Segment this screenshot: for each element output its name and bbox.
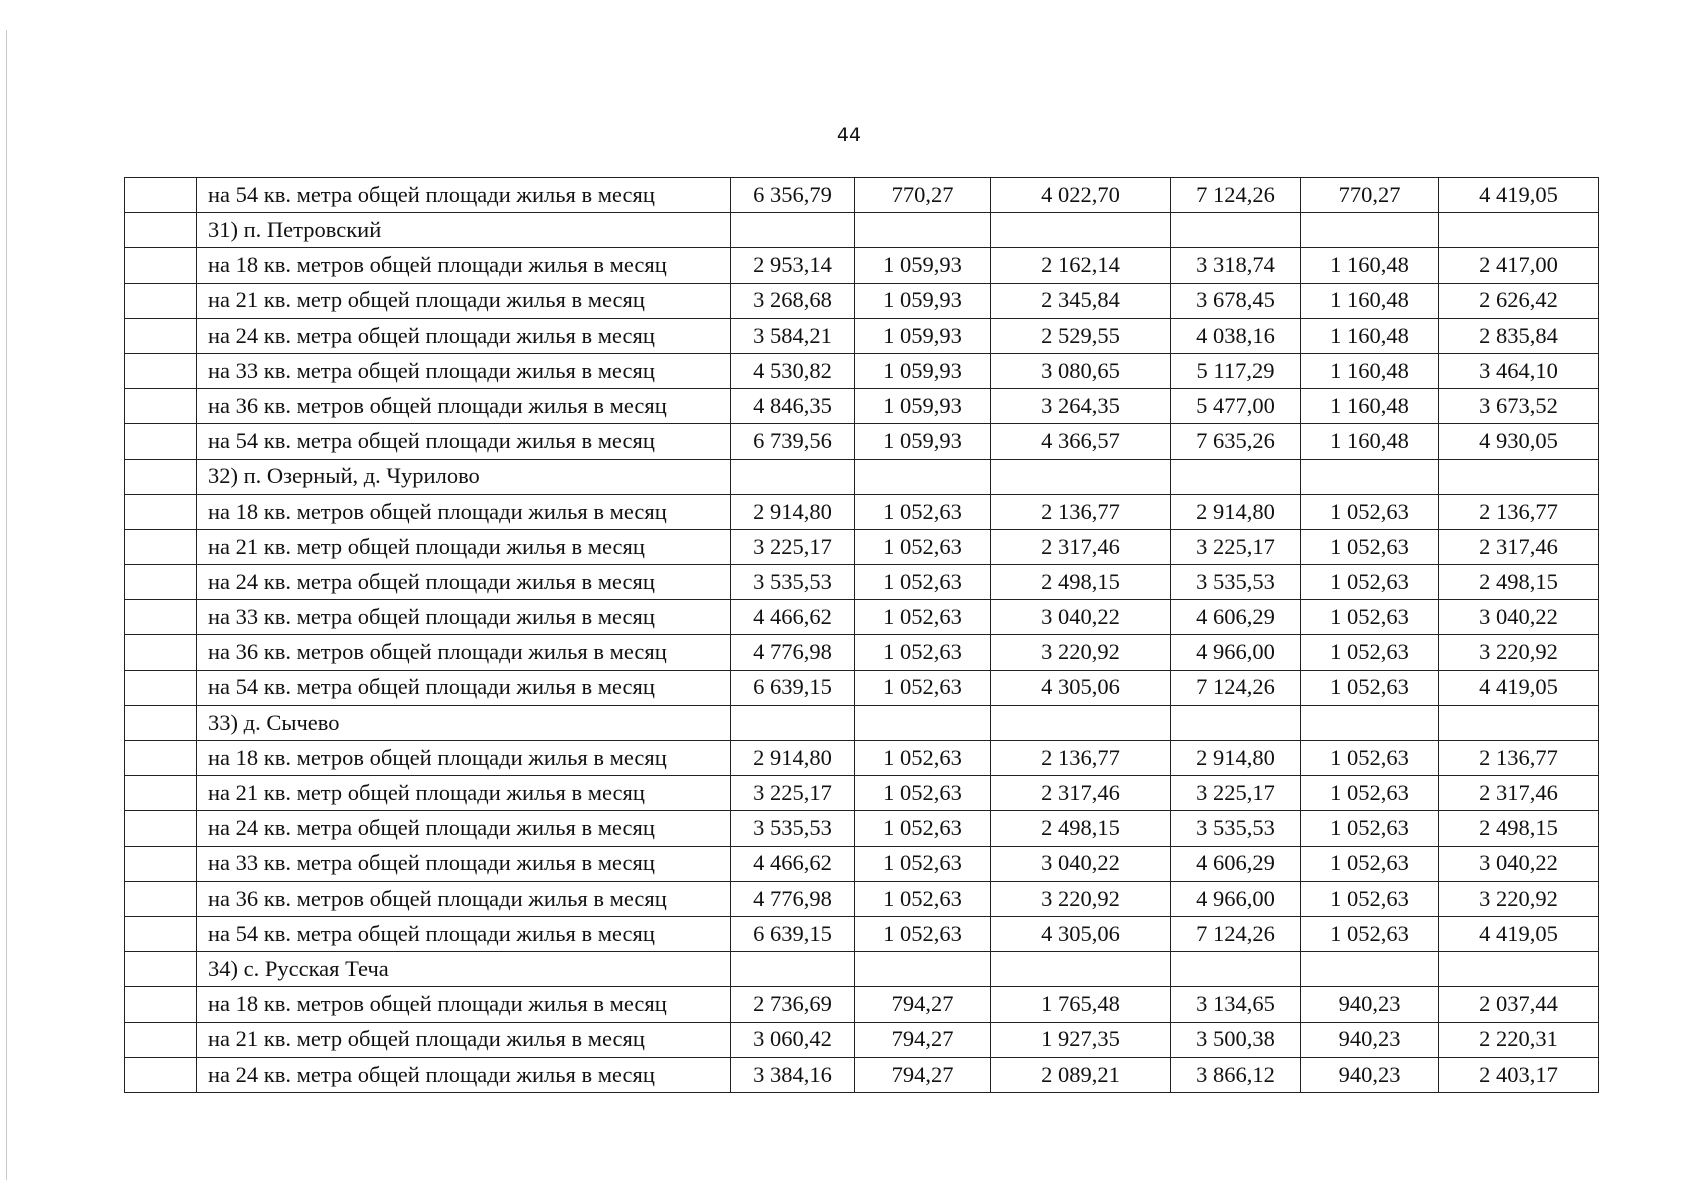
value-cell-col6: 3 040,22 bbox=[1439, 846, 1599, 881]
value-cell-col6 bbox=[1439, 952, 1599, 987]
value-cell-col1: 2 914,80 bbox=[731, 741, 855, 776]
row-label: на 36 кв. метров общей площади жилья в месяц bbox=[197, 635, 731, 670]
value-cell-col4: 3 225,17 bbox=[1171, 776, 1301, 811]
value-cell-col6: 3 220,92 bbox=[1439, 635, 1599, 670]
index-cell bbox=[125, 424, 197, 459]
row-label: на 21 кв. метр общей площади жилья в месяц bbox=[197, 1022, 731, 1057]
value-cell-col2: 1 059,93 bbox=[855, 318, 991, 353]
value-cell-col6 bbox=[1439, 705, 1599, 740]
value-cell-col4: 2 914,80 bbox=[1171, 494, 1301, 529]
value-cell-col4: 4 966,00 bbox=[1171, 635, 1301, 670]
value-cell-col2: 1 059,93 bbox=[855, 248, 991, 283]
value-cell-col5: 1 052,63 bbox=[1301, 529, 1439, 564]
value-cell-col1: 2 914,80 bbox=[731, 494, 855, 529]
value-cell-col5: 940,23 bbox=[1301, 1057, 1439, 1092]
value-cell-col6: 2 037,44 bbox=[1439, 987, 1599, 1022]
row-label: на 18 кв. метров общей площади жилья в месяц bbox=[197, 987, 731, 1022]
row-label: на 36 кв. метров общей площади жилья в месяц bbox=[197, 389, 731, 424]
value-cell-col3: 3 220,92 bbox=[991, 881, 1171, 916]
index-cell bbox=[125, 565, 197, 600]
row-label: на 24 кв. метра общей площади жилья в месяц bbox=[197, 318, 731, 353]
value-cell-col3 bbox=[991, 459, 1171, 494]
value-cell-col5 bbox=[1301, 459, 1439, 494]
value-cell-col4: 3 535,53 bbox=[1171, 565, 1301, 600]
value-cell-col3: 2 529,55 bbox=[991, 318, 1171, 353]
row-label: на 33 кв. метра общей площади жилья в месяц bbox=[197, 600, 731, 635]
value-cell-col3 bbox=[991, 705, 1171, 740]
scan-edge-line bbox=[6, 30, 7, 1180]
value-cell-col2: 1 052,63 bbox=[855, 494, 991, 529]
value-cell-col1: 3 225,17 bbox=[731, 529, 855, 564]
index-cell bbox=[125, 283, 197, 318]
table-row bbox=[125, 987, 1599, 1022]
value-cell-col2 bbox=[855, 459, 991, 494]
table-row bbox=[125, 318, 1599, 353]
value-cell-col3: 1 765,48 bbox=[991, 987, 1171, 1022]
value-cell-col3: 2 317,46 bbox=[991, 529, 1171, 564]
value-cell-col6: 2 626,42 bbox=[1439, 283, 1599, 318]
index-cell bbox=[125, 600, 197, 635]
value-cell-col3: 2 162,14 bbox=[991, 248, 1171, 283]
section-header-row bbox=[125, 705, 1599, 740]
index-cell bbox=[125, 952, 197, 987]
table-body bbox=[125, 178, 1599, 1093]
value-cell-col2: 1 052,63 bbox=[855, 776, 991, 811]
value-cell-col3: 4 305,06 bbox=[991, 916, 1171, 951]
value-cell-col1: 3 535,53 bbox=[731, 565, 855, 600]
value-cell-col4: 7 124,26 bbox=[1171, 916, 1301, 951]
value-cell-col1: 4 466,62 bbox=[731, 846, 855, 881]
index-cell bbox=[125, 353, 197, 388]
value-cell-col5: 1 160,48 bbox=[1301, 353, 1439, 388]
value-cell-col5: 1 160,48 bbox=[1301, 248, 1439, 283]
value-cell-col2: 1 059,93 bbox=[855, 283, 991, 318]
index-cell bbox=[125, 741, 197, 776]
index-cell bbox=[125, 248, 197, 283]
value-cell-col6: 2 835,84 bbox=[1439, 318, 1599, 353]
value-cell-col4: 7 124,26 bbox=[1171, 670, 1301, 705]
value-cell-col1: 2 953,14 bbox=[731, 248, 855, 283]
value-cell-col3: 1 927,35 bbox=[991, 1022, 1171, 1057]
index-cell bbox=[125, 459, 197, 494]
row-label: на 21 кв. метр общей площади жилья в месяц bbox=[197, 776, 731, 811]
value-cell-col3: 2 136,77 bbox=[991, 494, 1171, 529]
index-cell bbox=[125, 389, 197, 424]
value-cell-col6: 3 040,22 bbox=[1439, 600, 1599, 635]
value-cell-col6: 3 464,10 bbox=[1439, 353, 1599, 388]
value-cell-col3: 3 264,35 bbox=[991, 389, 1171, 424]
value-cell-col4: 4 606,29 bbox=[1171, 600, 1301, 635]
value-cell-col2: 1 052,63 bbox=[855, 670, 991, 705]
value-cell-col4: 2 914,80 bbox=[1171, 741, 1301, 776]
value-cell-col2: 1 052,63 bbox=[855, 565, 991, 600]
value-cell-col6: 2 136,77 bbox=[1439, 741, 1599, 776]
row-label: на 18 кв. метров общей площади жилья в месяц bbox=[197, 248, 731, 283]
value-cell-col4: 3 678,45 bbox=[1171, 283, 1301, 318]
index-cell bbox=[125, 705, 197, 740]
value-cell-col1 bbox=[731, 952, 855, 987]
value-cell-col3: 2 317,46 bbox=[991, 776, 1171, 811]
index-cell bbox=[125, 213, 197, 248]
row-label: на 33 кв. метра общей площади жилья в месяц bbox=[197, 353, 731, 388]
row-label: на 18 кв. метров общей площади жилья в месяц bbox=[197, 741, 731, 776]
value-cell-col3 bbox=[991, 952, 1171, 987]
index-cell bbox=[125, 846, 197, 881]
value-cell-col1: 3 060,42 bbox=[731, 1022, 855, 1057]
value-cell-col3: 4 022,70 bbox=[991, 178, 1171, 213]
value-cell-col2 bbox=[855, 213, 991, 248]
value-cell-col2: 1 052,63 bbox=[855, 600, 991, 635]
value-cell-col4 bbox=[1171, 705, 1301, 740]
value-cell-col5: 940,23 bbox=[1301, 987, 1439, 1022]
value-cell-col1 bbox=[731, 705, 855, 740]
value-cell-col1 bbox=[731, 213, 855, 248]
table-row bbox=[125, 670, 1599, 705]
table-row bbox=[125, 389, 1599, 424]
value-cell-col4: 4 606,29 bbox=[1171, 846, 1301, 881]
row-label: на 21 кв. метр общей площади жилья в месяц bbox=[197, 283, 731, 318]
index-cell bbox=[125, 881, 197, 916]
value-cell-col4: 7 635,26 bbox=[1171, 424, 1301, 459]
value-cell-col2: 794,27 bbox=[855, 1057, 991, 1092]
value-cell-col4: 3 318,74 bbox=[1171, 248, 1301, 283]
value-cell-col4: 4 966,00 bbox=[1171, 881, 1301, 916]
section-header-row bbox=[125, 459, 1599, 494]
value-cell-col6: 3 220,92 bbox=[1439, 881, 1599, 916]
value-cell-col4 bbox=[1171, 213, 1301, 248]
value-cell-col3: 2 498,15 bbox=[991, 565, 1171, 600]
value-cell-col5: 1 052,63 bbox=[1301, 916, 1439, 951]
value-cell-col5: 1 160,48 bbox=[1301, 318, 1439, 353]
value-cell-col5: 940,23 bbox=[1301, 1022, 1439, 1057]
table-row bbox=[125, 846, 1599, 881]
value-cell-col4 bbox=[1171, 952, 1301, 987]
value-cell-col1: 3 584,21 bbox=[731, 318, 855, 353]
value-cell-col2: 794,27 bbox=[855, 987, 991, 1022]
value-cell-col1: 2 736,69 bbox=[731, 987, 855, 1022]
value-cell-col2: 1 052,63 bbox=[855, 811, 991, 846]
table-row bbox=[125, 283, 1599, 318]
value-cell-col3: 4 366,57 bbox=[991, 424, 1171, 459]
index-cell bbox=[125, 494, 197, 529]
table-row bbox=[125, 776, 1599, 811]
value-cell-col6: 4 930,05 bbox=[1439, 424, 1599, 459]
section-title: 34) с. Русская Теча bbox=[197, 952, 731, 987]
row-label: на 54 кв. метра общей площади жилья в месяц bbox=[197, 916, 731, 951]
value-cell-col2: 770,27 bbox=[855, 178, 991, 213]
value-cell-col5: 1 052,63 bbox=[1301, 494, 1439, 529]
value-cell-col2 bbox=[855, 705, 991, 740]
value-cell-col1: 4 846,35 bbox=[731, 389, 855, 424]
value-cell-col4: 3 134,65 bbox=[1171, 987, 1301, 1022]
value-cell-col5: 1 160,48 bbox=[1301, 424, 1439, 459]
section-title: 33) д. Сычево bbox=[197, 705, 731, 740]
tariff-table bbox=[124, 177, 1599, 1093]
index-cell bbox=[125, 916, 197, 951]
value-cell-col4: 4 038,16 bbox=[1171, 318, 1301, 353]
value-cell-col2: 1 059,93 bbox=[855, 424, 991, 459]
value-cell-col4: 5 117,29 bbox=[1171, 353, 1301, 388]
value-cell-col6: 2 498,15 bbox=[1439, 811, 1599, 846]
value-cell-col4: 3 225,17 bbox=[1171, 529, 1301, 564]
row-label: на 24 кв. метра общей площади жилья в месяц bbox=[197, 1057, 731, 1092]
value-cell-col5 bbox=[1301, 952, 1439, 987]
table-row bbox=[125, 248, 1599, 283]
index-cell bbox=[125, 987, 197, 1022]
value-cell-col5 bbox=[1301, 213, 1439, 248]
value-cell-col1: 3 535,53 bbox=[731, 811, 855, 846]
table-row bbox=[125, 741, 1599, 776]
value-cell-col6: 4 419,05 bbox=[1439, 670, 1599, 705]
value-cell-col2 bbox=[855, 952, 991, 987]
table-row bbox=[125, 811, 1599, 846]
value-cell-col6: 2 317,46 bbox=[1439, 529, 1599, 564]
value-cell-col4: 7 124,26 bbox=[1171, 178, 1301, 213]
row-label: на 36 кв. метров общей площади жилья в месяц bbox=[197, 881, 731, 916]
value-cell-col2: 1 052,63 bbox=[855, 741, 991, 776]
value-cell-col6 bbox=[1439, 213, 1599, 248]
table-row bbox=[125, 1022, 1599, 1057]
value-cell-col2: 1 059,93 bbox=[855, 389, 991, 424]
table-row bbox=[125, 1057, 1599, 1092]
value-cell-col3: 2 136,77 bbox=[991, 741, 1171, 776]
value-cell-col5: 1 052,63 bbox=[1301, 670, 1439, 705]
value-cell-col3: 3 040,22 bbox=[991, 846, 1171, 881]
index-cell bbox=[125, 670, 197, 705]
row-label: на 24 кв. метра общей площади жилья в месяц bbox=[197, 565, 731, 600]
value-cell-col6: 2 498,15 bbox=[1439, 565, 1599, 600]
table-row bbox=[125, 178, 1599, 213]
table-row bbox=[125, 565, 1599, 600]
table-row bbox=[125, 600, 1599, 635]
value-cell-col1: 6 356,79 bbox=[731, 178, 855, 213]
value-cell-col6 bbox=[1439, 459, 1599, 494]
value-cell-col1: 6 639,15 bbox=[731, 670, 855, 705]
table-row bbox=[125, 529, 1599, 564]
value-cell-col1: 3 225,17 bbox=[731, 776, 855, 811]
value-cell-col5: 1 160,48 bbox=[1301, 283, 1439, 318]
value-cell-col5: 1 052,63 bbox=[1301, 881, 1439, 916]
value-cell-col5: 1 052,63 bbox=[1301, 600, 1439, 635]
row-label: на 24 кв. метра общей площади жилья в месяц bbox=[197, 811, 731, 846]
value-cell-col6: 3 673,52 bbox=[1439, 389, 1599, 424]
value-cell-col3: 2 345,84 bbox=[991, 283, 1171, 318]
value-cell-col2: 1 059,93 bbox=[855, 353, 991, 388]
value-cell-col4: 3 866,12 bbox=[1171, 1057, 1301, 1092]
value-cell-col6: 4 419,05 bbox=[1439, 178, 1599, 213]
value-cell-col1: 4 530,82 bbox=[731, 353, 855, 388]
index-cell bbox=[125, 529, 197, 564]
table-row bbox=[125, 916, 1599, 951]
value-cell-col6: 2 417,00 bbox=[1439, 248, 1599, 283]
index-cell bbox=[125, 178, 197, 213]
value-cell-col3: 2 498,15 bbox=[991, 811, 1171, 846]
value-cell-col1: 6 739,56 bbox=[731, 424, 855, 459]
table-row bbox=[125, 881, 1599, 916]
index-cell bbox=[125, 776, 197, 811]
value-cell-col3: 3 080,65 bbox=[991, 353, 1171, 388]
value-cell-col1: 6 639,15 bbox=[731, 916, 855, 951]
section-header-row bbox=[125, 952, 1599, 987]
value-cell-col3: 3 040,22 bbox=[991, 600, 1171, 635]
value-cell-col2: 1 052,63 bbox=[855, 529, 991, 564]
index-cell bbox=[125, 811, 197, 846]
value-cell-col2: 1 052,63 bbox=[855, 846, 991, 881]
section-header-row bbox=[125, 213, 1599, 248]
value-cell-col5: 1 052,63 bbox=[1301, 776, 1439, 811]
value-cell-col6: 2 317,46 bbox=[1439, 776, 1599, 811]
row-label: на 54 кв. метра общей площади жилья в месяц bbox=[197, 424, 731, 459]
index-cell bbox=[125, 635, 197, 670]
value-cell-col4: 5 477,00 bbox=[1171, 389, 1301, 424]
row-label: на 21 кв. метр общей площади жилья в месяц bbox=[197, 529, 731, 564]
value-cell-col1 bbox=[731, 459, 855, 494]
section-title: 32) п. Озерный, д. Чурилово bbox=[197, 459, 731, 494]
value-cell-col3: 2 089,21 bbox=[991, 1057, 1171, 1092]
value-cell-col5: 1 160,48 bbox=[1301, 389, 1439, 424]
value-cell-col1: 4 776,98 bbox=[731, 881, 855, 916]
table-row bbox=[125, 635, 1599, 670]
value-cell-col5: 770,27 bbox=[1301, 178, 1439, 213]
value-cell-col1: 3 268,68 bbox=[731, 283, 855, 318]
value-cell-col1: 4 466,62 bbox=[731, 600, 855, 635]
section-title: 31) п. Петровский bbox=[197, 213, 731, 248]
table-row bbox=[125, 494, 1599, 529]
value-cell-col5: 1 052,63 bbox=[1301, 811, 1439, 846]
value-cell-col2: 1 052,63 bbox=[855, 916, 991, 951]
value-cell-col2: 1 052,63 bbox=[855, 881, 991, 916]
row-label: на 33 кв. метра общей площади жилья в месяц bbox=[197, 846, 731, 881]
value-cell-col6: 2 220,31 bbox=[1439, 1022, 1599, 1057]
value-cell-col5 bbox=[1301, 705, 1439, 740]
value-cell-col6: 2 403,17 bbox=[1439, 1057, 1599, 1092]
row-label: на 54 кв. метра общей площади жилья в месяц bbox=[197, 178, 731, 213]
value-cell-col3: 3 220,92 bbox=[991, 635, 1171, 670]
value-cell-col3 bbox=[991, 213, 1171, 248]
value-cell-col5: 1 052,63 bbox=[1301, 635, 1439, 670]
value-cell-col6: 4 419,05 bbox=[1439, 916, 1599, 951]
table-row bbox=[125, 424, 1599, 459]
row-label: на 18 кв. метров общей площади жилья в месяц bbox=[197, 494, 731, 529]
value-cell-col1: 3 384,16 bbox=[731, 1057, 855, 1092]
value-cell-col2: 1 052,63 bbox=[855, 635, 991, 670]
table-row bbox=[125, 353, 1599, 388]
value-cell-col5: 1 052,63 bbox=[1301, 565, 1439, 600]
value-cell-col4: 3 535,53 bbox=[1171, 811, 1301, 846]
value-cell-col6: 2 136,77 bbox=[1439, 494, 1599, 529]
value-cell-col5: 1 052,63 bbox=[1301, 846, 1439, 881]
value-cell-col3: 4 305,06 bbox=[991, 670, 1171, 705]
value-cell-col1: 4 776,98 bbox=[731, 635, 855, 670]
value-cell-col5: 1 052,63 bbox=[1301, 741, 1439, 776]
page-number: 44 bbox=[836, 124, 862, 146]
index-cell bbox=[125, 1022, 197, 1057]
value-cell-col2: 794,27 bbox=[855, 1022, 991, 1057]
index-cell bbox=[125, 1057, 197, 1092]
value-cell-col4: 3 500,38 bbox=[1171, 1022, 1301, 1057]
value-cell-col4 bbox=[1171, 459, 1301, 494]
index-cell bbox=[125, 318, 197, 353]
row-label: на 54 кв. метра общей площади жилья в месяц bbox=[197, 670, 731, 705]
